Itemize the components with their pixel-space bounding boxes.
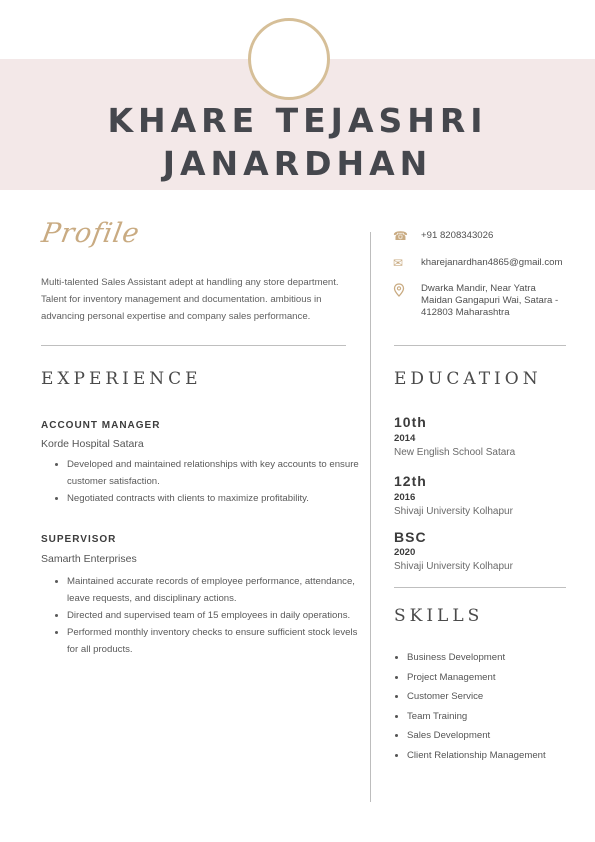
list-item: • Directed and supervised team of 15 employees in daily operations. <box>67 607 367 624</box>
skills-list <box>394 648 546 765</box>
divider <box>394 587 566 588</box>
divider <box>394 345 566 346</box>
job-bullets <box>41 573 367 658</box>
experience-heading: EXPERIENCE <box>41 369 202 389</box>
edu-degree: 12th <box>394 473 427 489</box>
edu-school: Shivaji University Kolhapur <box>394 506 513 517</box>
phone-icon: ☎ <box>393 229 408 243</box>
job-company: Korde Hospital Satara <box>41 438 144 450</box>
edu-year: 2014 <box>394 433 416 444</box>
list-item: • Project Management <box>407 668 546 688</box>
job-title: SUPERVISOR <box>41 534 117 545</box>
job-company: Samarth Enterprises <box>41 553 137 565</box>
skills-heading: SKILLS <box>394 606 484 626</box>
list-item: • Negotiated contracts with clients to maximize profitability. <box>67 490 367 507</box>
job-title: ACCOUNT MANAGER <box>41 420 161 431</box>
address-text: Dwarka Mandir, Near Yatra Maidan Gangapuri Wai, Satara - 412803 Maharashtra <box>421 283 559 318</box>
list-item: • Business Development <box>407 648 546 668</box>
edu-degree: BSC <box>394 529 427 545</box>
profile-text: Multi-talented Sales Assistant adept at handling any store department. Talent for inventory management and documentation. ambitious in advancing personal expertise and company sales performance. <box>41 277 339 322</box>
list-item: • Client Relationship Management <box>407 746 546 766</box>
list-item: • Developed and maintained relationships with key accounts to ensure customer satisfaction. <box>67 456 367 490</box>
list-item: • Team Training <box>407 707 546 727</box>
edu-school: New English School Satara <box>394 447 516 458</box>
edu-year: 2016 <box>394 492 416 503</box>
edu-year: 2020 <box>394 547 416 558</box>
job-bullets <box>41 456 367 507</box>
email-text: kharejanardhan4865@gmail.com <box>421 257 563 268</box>
divider <box>41 345 346 346</box>
list-item: • Sales Development <box>407 726 546 746</box>
email-icon: ✉ <box>393 256 404 270</box>
edu-degree: 10th <box>394 414 427 430</box>
edu-school: Shivaji University Kolhapur <box>394 561 513 572</box>
profile-heading: Profile <box>39 218 143 249</box>
phone-text: +91 8208343026 <box>421 230 494 241</box>
column-divider <box>370 232 371 802</box>
education-heading: EDUCATION <box>394 369 542 389</box>
list-item: • Performed monthly inventory checks to ensure sufficient stock levels for all products. <box>67 624 367 658</box>
list-item: • Maintained accurate records of employee performance, attendance, leave requests, and disciplinary actions. <box>67 573 367 607</box>
name-line-1: KHARE TEJASHRI <box>107 101 488 140</box>
photo-placeholder <box>248 18 330 100</box>
name-line-2: JANARDHAN <box>162 144 433 183</box>
list-item: • Customer Service <box>407 687 546 707</box>
location-icon <box>393 283 407 295</box>
